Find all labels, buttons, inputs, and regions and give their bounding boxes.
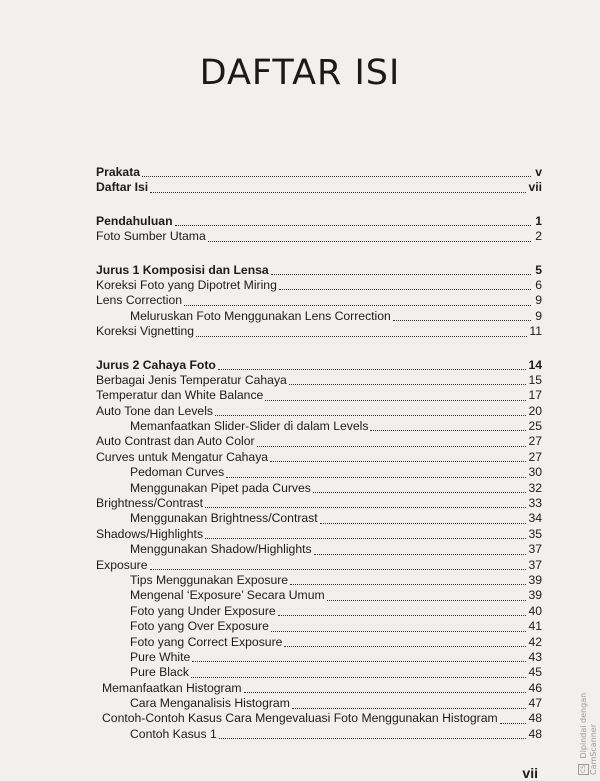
toc-entry: [96, 511, 542, 526]
toc-entry-title: Foto Sumber Utama: [96, 229, 206, 244]
toc-entry-title: Pure White: [130, 649, 191, 664]
dot-leader: [205, 537, 526, 539]
toc-entry: [96, 619, 542, 634]
scanner-watermark: [578, 650, 598, 775]
dot-leader: [284, 645, 526, 647]
scanner-text: Dipindai dengan CamScanner: [579, 692, 598, 775]
toc-entry: [96, 229, 542, 244]
toc-entry: [96, 309, 542, 324]
toc-entry-title: Berbagai Jenis Temperatur Cahaya: [96, 372, 287, 387]
toc-entry-page: 14: [528, 357, 542, 372]
toc-entry-page: 46: [528, 680, 542, 695]
toc-entry-title: Brightness/Contrast: [96, 496, 204, 511]
dot-leader: [192, 660, 526, 662]
toc-entry-page: 47: [528, 696, 542, 711]
dot-leader: [313, 491, 527, 493]
dot-leader: [215, 414, 526, 416]
toc-entry-page: 33: [528, 496, 542, 511]
toc-entry-page: 27: [528, 434, 542, 449]
toc-entry-page: v: [535, 164, 542, 179]
page-title: DAFTAR ISI: [199, 53, 401, 94]
toc-entry-title: Prakata: [96, 164, 141, 179]
toc-entry-title: Pedoman Curves: [130, 465, 225, 480]
toc-entry: [96, 696, 542, 711]
toc-entry-title: Lens Correction: [96, 293, 183, 308]
toc-entry-page: 34: [528, 511, 542, 526]
dot-leader: [184, 304, 531, 306]
toc-entry-title: Daftar Isi: [96, 180, 149, 195]
toc-entry: [96, 450, 542, 465]
toc-entry: [96, 465, 542, 480]
toc-entry: [96, 419, 542, 434]
toc-entry-page: 11: [529, 324, 542, 339]
toc-entry: [96, 278, 542, 293]
toc-entry-page: 30: [528, 465, 542, 480]
toc-entry: [96, 324, 542, 339]
dot-leader: [218, 368, 527, 370]
toc-entry-title: Jurus 2 Cahaya Foto: [96, 357, 216, 372]
table-of-contents: [96, 165, 542, 742]
dot-leader: [150, 568, 527, 570]
toc-entry-title: Menggunakan Shadow/Highlights: [130, 542, 312, 557]
dot-leader: [292, 707, 527, 709]
toc-entry-title: Foto yang Correct Exposure: [130, 634, 283, 649]
toc-entry-page: 40: [528, 603, 542, 618]
toc-entry-title: Koreksi Vignetting: [96, 324, 195, 339]
camscanner-icon: CS: [580, 765, 587, 774]
toc-entry: [96, 358, 542, 373]
toc-entry: [96, 681, 542, 696]
toc-entry: [96, 293, 542, 308]
toc-entry-page: 39: [528, 588, 542, 603]
toc-entry-page: 9: [535, 293, 542, 308]
toc-entry-page: 37: [528, 542, 542, 557]
dot-leader: [142, 175, 531, 177]
toc-entry-title: Contoh Kasus 1: [130, 726, 217, 741]
toc-entry-page: 1: [535, 213, 542, 228]
toc-entry: [96, 542, 542, 557]
dot-leader: [278, 614, 527, 616]
toc-entry: [96, 635, 542, 650]
toc-entry-title: Koreksi Foto yang Dipotret Miring: [96, 277, 277, 292]
toc-entry-title: Tips Menggunakan Exposure: [130, 572, 289, 587]
toc-entry: [96, 558, 542, 573]
toc-entry-page: 48: [528, 726, 542, 741]
dot-leader: [150, 191, 526, 193]
toc-entry-title: Auto Contrast dan Auto Color: [96, 434, 255, 449]
toc-entry-page: vii: [528, 180, 542, 195]
toc-entry: [96, 665, 542, 680]
dot-leader: [205, 506, 526, 508]
toc-entry-title: Pure Black: [130, 665, 189, 680]
toc-entry-title: Curves untuk Mengatur Cahaya: [96, 449, 269, 464]
dot-leader: [270, 460, 526, 462]
toc-entry-title: Temperatur dan White Balance: [96, 388, 264, 403]
dot-leader: [219, 737, 527, 739]
toc-entry-title: Memanfaatkan Slider-Slider di dalam Levels: [130, 419, 369, 434]
toc-entry-page: 20: [528, 403, 542, 418]
dot-leader: [226, 476, 526, 478]
dot-leader: [314, 553, 527, 555]
toc-entry-title: Foto yang Under Exposure: [130, 603, 276, 618]
toc-entry: [96, 388, 542, 403]
toc-entry-page: 27: [528, 449, 542, 464]
section-gap: [96, 196, 542, 214]
dot-leader: [196, 335, 527, 337]
dot-leader: [208, 240, 531, 242]
toc-entry: [96, 214, 542, 229]
toc-entry-page: 15: [528, 372, 542, 387]
toc-entry: [96, 481, 542, 496]
dot-leader: [290, 583, 526, 585]
toc-entry-title: Auto Tone dan Levels: [96, 403, 213, 418]
section-gap: [96, 340, 542, 358]
toc-entry-page: 25: [528, 419, 542, 434]
toc-entry-title: Menggunakan Brightness/Contrast: [130, 511, 318, 526]
toc-entry: [96, 588, 542, 603]
toc-entry: [96, 573, 542, 588]
toc-entry-page: 37: [528, 557, 542, 572]
toc-entry: [96, 604, 542, 619]
toc-entry: [96, 712, 542, 727]
dot-leader: [327, 599, 527, 601]
dot-leader: [289, 383, 527, 385]
dot-leader: [370, 429, 526, 431]
toc-entry-title: Contoh-Contoh Kasus Cara Mengevaluasi Foto Menggunakan Histogram: [102, 711, 498, 726]
toc-entry-page: 45: [528, 665, 542, 680]
dot-leader: [320, 522, 527, 524]
toc-entry-title: Cara Menganalisis Histogram: [130, 696, 290, 711]
dot-leader: [265, 399, 526, 401]
dot-leader: [279, 288, 531, 290]
dot-leader: [257, 445, 527, 447]
toc-entry-title: Mengenal ‘Exposure’ Secara Umum: [130, 588, 325, 603]
toc-entry: [96, 496, 542, 511]
toc-entry-page: 6: [535, 277, 542, 292]
toc-entry: [96, 527, 542, 542]
toc-entry-title: Shadows/Highlights: [96, 526, 204, 541]
toc-entry-page: 48: [528, 711, 542, 726]
dot-leader: [271, 273, 531, 275]
toc-entry-page: 42: [528, 634, 542, 649]
toc-entry: [96, 165, 542, 180]
toc-entry-title: Meluruskan Foto Menggunakan Lens Correction: [130, 308, 391, 323]
toc-entry-page: 2: [535, 229, 542, 244]
toc-entry: [96, 373, 542, 388]
toc-entry-page: 5: [535, 262, 542, 277]
toc-entry-page: 39: [528, 572, 542, 587]
toc-entry-title: Pendahuluan: [96, 213, 173, 228]
toc-entry-title: Jurus 1 Komposisi dan Lensa: [96, 262, 269, 277]
toc-entry: [96, 263, 542, 278]
toc-entry-title: Exposure: [96, 557, 148, 572]
toc-entry-title: Menggunakan Pipet pada Curves: [130, 480, 311, 495]
section-gap: [96, 245, 542, 263]
dot-leader: [500, 722, 527, 724]
toc-entry: [96, 404, 542, 419]
dot-leader: [244, 691, 527, 693]
toc-entry: [96, 180, 542, 195]
dot-leader: [175, 224, 531, 226]
toc-entry-page: 17: [528, 388, 542, 403]
toc-entry: [96, 650, 542, 665]
toc-entry-page: 35: [528, 526, 542, 541]
page-number: vii: [522, 765, 538, 781]
toc-entry-page: 32: [528, 480, 542, 495]
toc-entry: [96, 434, 542, 449]
dot-leader: [393, 319, 531, 321]
dot-leader: [271, 630, 527, 632]
toc-entry-title: Memanfaatkan Histogram: [102, 680, 242, 695]
toc-entry-page: 9: [535, 308, 542, 323]
toc-entry: [96, 727, 542, 742]
toc-entry-title: Foto yang Over Exposure: [130, 619, 269, 634]
dot-leader: [191, 676, 527, 678]
toc-entry-page: 41: [528, 619, 542, 634]
toc-entry-page: 43: [528, 649, 542, 664]
